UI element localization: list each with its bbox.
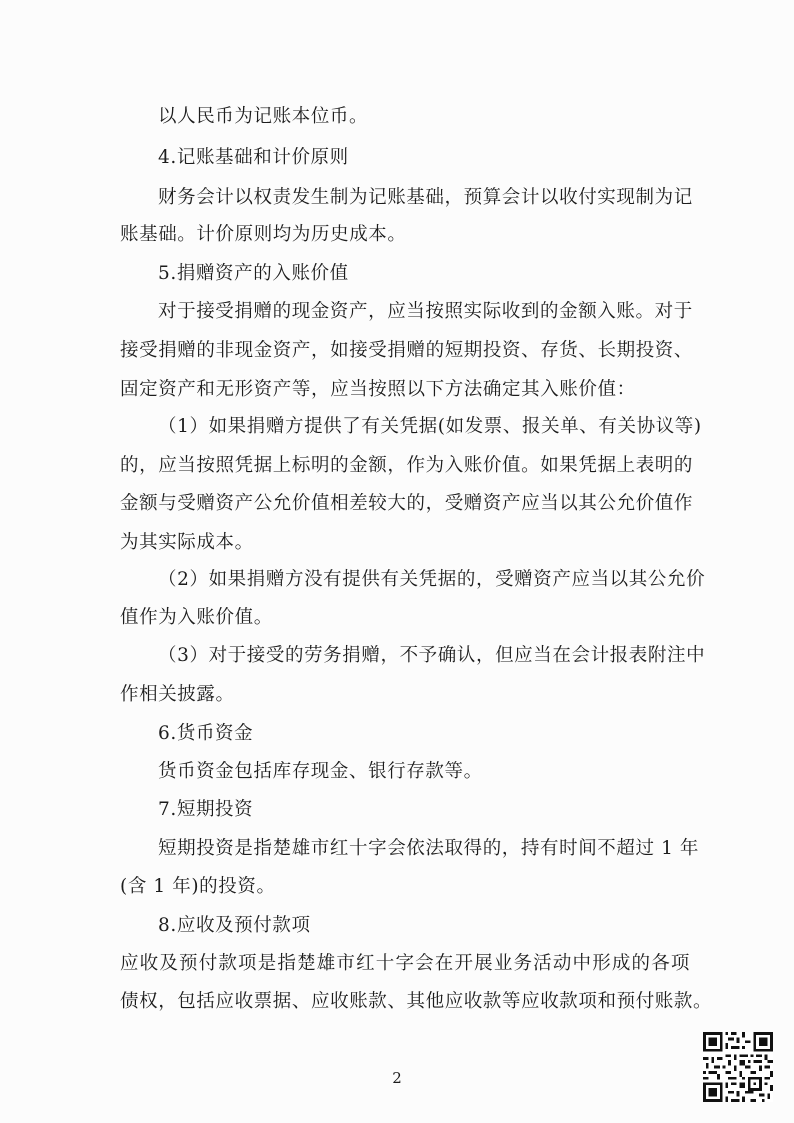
text-line: 应收及预付款项是指楚雄市红十字会在开展业务活动中形成的各项: [120, 953, 690, 974]
section-heading: 6.货币资金: [158, 723, 254, 744]
section-heading: 5.捐赠资产的入账价值: [158, 263, 349, 284]
text-line: 作相关披露。: [120, 684, 235, 705]
qr-code-icon: [703, 1032, 773, 1102]
section-heading: 4.记账基础和计价原则: [158, 147, 349, 168]
page-number: 2: [392, 1069, 402, 1087]
text-line: 接受捐赠的非现金资产，如接受捐赠的短期投资、存货、长期投资、: [120, 340, 694, 361]
text-line: 金额与受赠资产公允价值相差较大的，受赠资产应当以其公允价值作: [120, 493, 694, 514]
text-line: (含 1 年)的投资。: [120, 876, 276, 897]
text-line: 为其实际成本。: [120, 532, 254, 553]
text-line: 的，应当按照凭据上标明的金额，作为入账价值。如果凭据上表明的: [120, 455, 694, 476]
text-line: 固定资产和无形资产等，应当按照以下方法确定其入账价值：: [120, 379, 636, 400]
text-line: 账基础。计价原则均为历史成本。: [120, 224, 407, 245]
text-line: （2）如果捐赠方没有提供有关凭据的，受赠资产应当以其公允价: [158, 569, 706, 590]
section-heading: 7.短期投资: [158, 799, 254, 820]
section-heading: 8.应收及预付款项: [158, 915, 311, 936]
text-line: 值作为入账价值。: [120, 607, 273, 628]
text-line: 短期投资是指楚雄市红十字会依法取得的，持有时间不超过 1 年: [158, 838, 700, 859]
text-line: 财务会计以权责发生制为记账基础，预算会计以收付实现制为记: [158, 187, 693, 208]
text-line: （1）如果捐赠方提供了有关凭据(如发票、报关单、有关协议等): [158, 416, 702, 437]
text-line: 债权，包括应收票据、应收账款、其他应收款等应收款项和预付账款。: [120, 991, 713, 1012]
text-line: 货币资金包括库存现金、银行存款等。: [158, 761, 483, 782]
text-line: 对于接受捐赠的现金资产，应当按照实际收到的金额入账。对于: [158, 301, 693, 322]
text-line: （3）对于接受的劳务捐赠，不予确认，但应当在会计报表附注中: [158, 645, 706, 666]
text-line: 以人民币为记账本位币。: [158, 106, 369, 127]
